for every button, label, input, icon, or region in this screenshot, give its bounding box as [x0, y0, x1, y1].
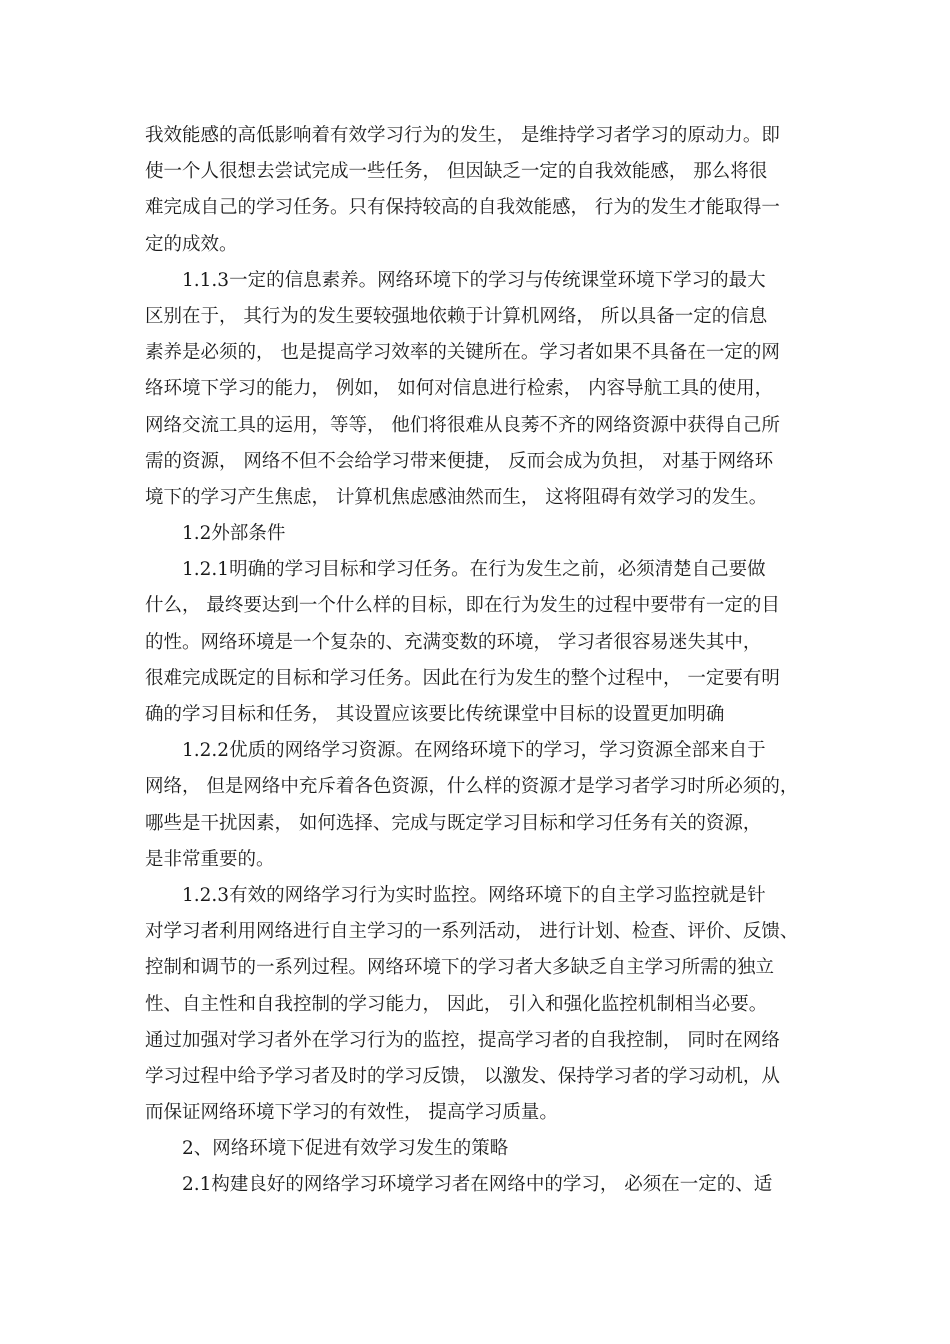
text-line: 哪些是干扰因素， 如何选择、完成与既定学习目标和学习任务有关的资源，	[145, 812, 762, 834]
document-body	[145, 118, 820, 1204]
text-line: 我效能感的高低影响着有效学习行为的发生， 是维持学习者学习的原动力。即	[145, 125, 780, 146]
text-line: 性、自主性和自我控制的学习能力， 因此， 引入和强化监控机制相当必要。	[145, 993, 768, 1015]
text-line: 络环境下学习的能力， 例如， 如何对信息进行检索， 内容导航工具的使用，	[145, 378, 774, 400]
text-line: 素养是必须的， 也是提高学习效率的关键所在。学习者如果不具备在一定的网	[145, 342, 780, 364]
text-line: 1.2外部条件	[182, 523, 286, 545]
text-line: 1.2.2优质的网络学习资源。在网络环境下的学习，学习资源全部来自于	[182, 740, 766, 762]
text-line: 对学习者利用网络进行自主学习的一系列活动， 进行计划、检查、评价、反馈、	[145, 921, 799, 943]
text-line: 1.2.3有效的网络学习行为实时监控。网络环境下的自主学习监控就是针	[182, 884, 766, 906]
text-line: 区别在于， 其行为的发生要较强地依赖于计算机网络， 所以具备一定的信息	[145, 305, 768, 327]
text-line: 而保证网络环境下学习的有效性， 提高学习质量。	[145, 1102, 558, 1124]
text-line: 通过加强对学习者外在学习行为的监控，提高学习者的自我控制， 同时在网络	[145, 1029, 780, 1051]
text-line: 2、网络环境下促进有效学习发生的策略	[182, 1138, 509, 1160]
text-line: 什么， 最终要达到一个什么样的目标，即在行为发生的过程中要带有一定的目	[145, 595, 780, 617]
text-line: 控制和调节的一系列过程。网络环境下的学习者大多缺乏自主学习所需的独立	[145, 957, 775, 979]
text-line: 定的成效。	[145, 233, 238, 255]
text-line: 确的学习目标和任务， 其设置应该要比传统课堂中目标的设置更加明确	[145, 704, 725, 725]
text-line: 网络， 但是网络中充斥着各色资源，什么样的资源才是学习者学习时所必须的，	[145, 776, 799, 798]
text-line: 使一个人很想去尝试完成一些任务， 但因缺乏一定的自我效能感， 那么将很	[145, 161, 768, 183]
text-line: 境下的学习产生焦虑， 计算机焦虑感油然而生， 这将阻碍有效学习的发生。	[145, 486, 768, 508]
text-line: 需的资源， 网络不但不会给学习带来便捷， 反而会成为负担， 对基于网络环	[145, 450, 774, 472]
text-line: 很难完成既定的目标和学习任务。因此在行为发生的整个过程中， 一定要有明	[145, 667, 780, 689]
text-line: 难完成自己的学习任务。只有保持较高的自我效能感， 行为的发生才能取得一	[145, 197, 780, 219]
text-line: 1.2.1明确的学习目标和学习任务。在行为发生之前，必须清楚自己要做	[182, 559, 766, 581]
text-line: 的性。网络环境是一个复杂的、充满变数的环境， 学习者很容易迷失其中，	[145, 631, 762, 653]
text-line: 是非常重要的。	[145, 848, 275, 870]
text-line: 2.1构建良好的网络学习环境学习者在网络中的学习， 必须在一定的、适	[182, 1174, 773, 1196]
text-line: 网络交流工具的运用，等等， 他们将很难从良莠不齐的网络资源中获得自己所	[145, 414, 780, 436]
text-line: 学习过程中给予学习者及时的学习反馈， 以激发、保持学习者的学习动机，从	[145, 1065, 780, 1087]
text-line: 1.1.3一定的信息素养。网络环境下的学习与传统课堂环境下学习的最大	[182, 269, 766, 291]
